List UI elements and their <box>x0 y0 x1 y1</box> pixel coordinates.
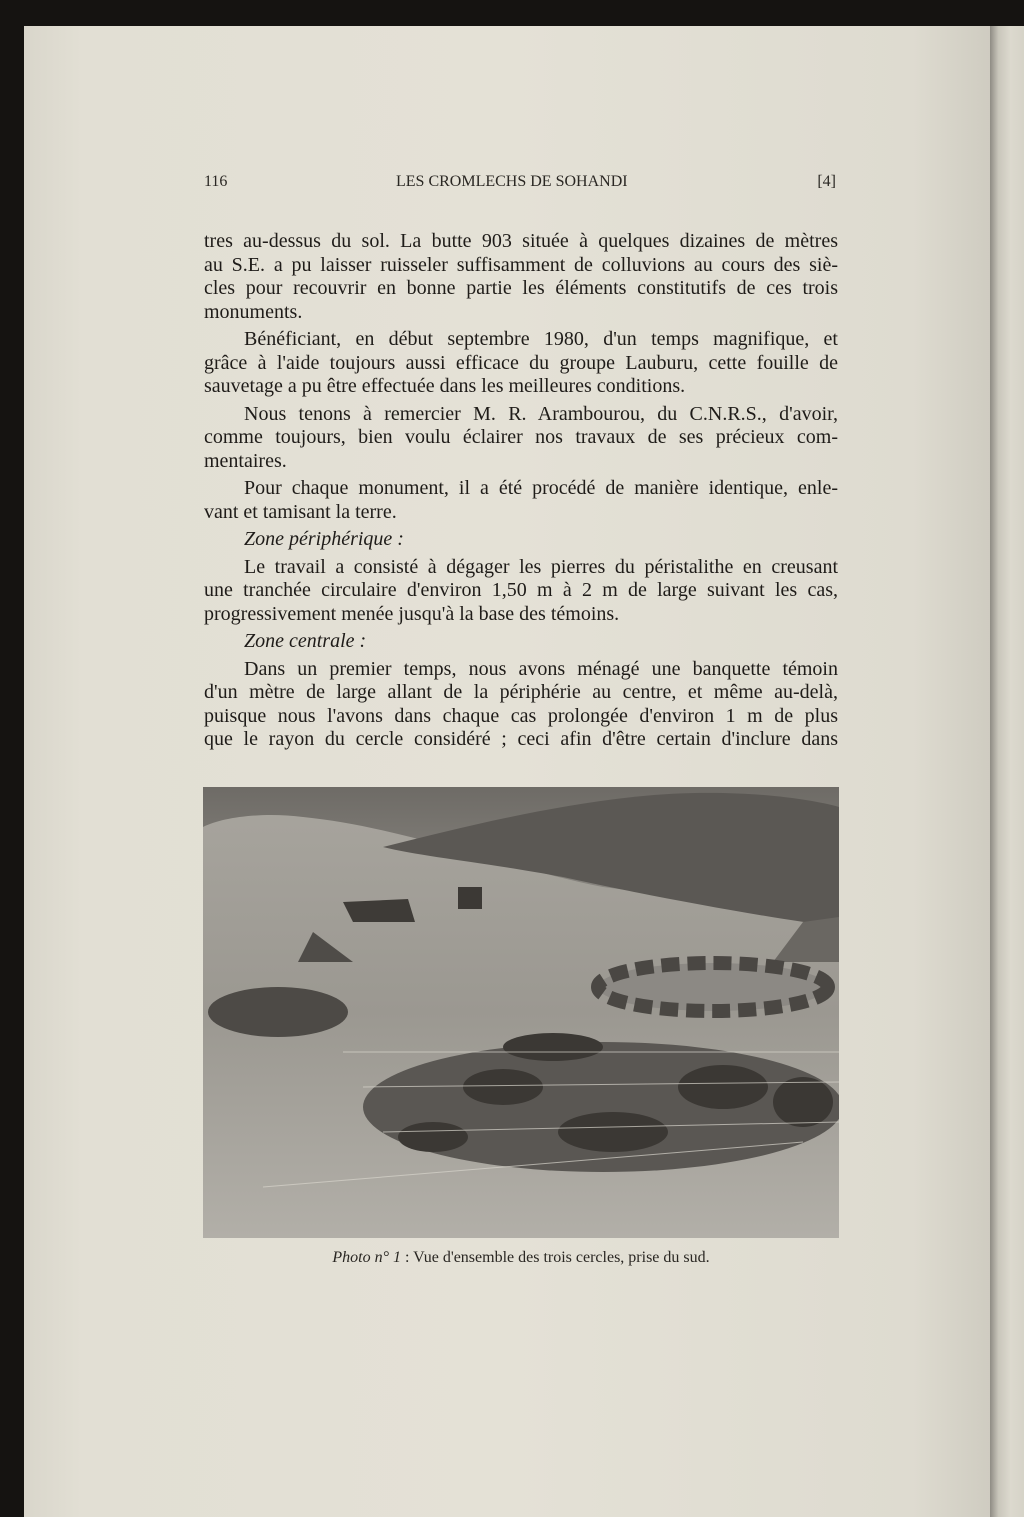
text-line: puisque nous l'avons dans chaque cas prolongée d'environ 1 m de plus <box>204 704 838 727</box>
text-line: d'un mètre de large allant de la périphérie au centre, et même au-delà, <box>204 681 838 703</box>
text-line: sauvetage a pu être effectuée dans les meilleures conditions. <box>204 375 686 397</box>
section-ref: [4] <box>817 173 836 190</box>
text-line: grâce à l'aide toujours aussi efficace du groupe Lauburu, cette fouille de <box>204 351 838 374</box>
page-number: 116 <box>204 173 228 190</box>
section-heading: Zone centrale : <box>244 630 367 652</box>
running-title: LES CROMLECHS DE SOHANDI <box>396 173 628 190</box>
photo-caption <box>204 1249 838 1267</box>
text-line: progressivement menée jusqu'à la base des témoins. <box>204 602 620 625</box>
text-line: au S.E. a pu laisser ruisseler suffisamment de colluvions au cours des siè- <box>204 253 838 276</box>
running-header <box>204 173 836 197</box>
text-line: Le travail a consisté à dégager les pierres du péristalithe en creusant <box>244 555 838 578</box>
body-text <box>204 230 838 752</box>
section-heading: Zone périphérique : <box>244 528 404 550</box>
text-line: monuments. <box>204 300 303 323</box>
caption-text: : Vue d'ensemble des trois cercles, prise du sud. <box>400 1249 710 1266</box>
text-line: Bénéficiant, en début septembre 1980, d'un temps magnifique, et <box>244 328 838 350</box>
text-line: tres au-dessus du sol. La butte 903 située à quelques dizaines de mètres <box>204 230 838 252</box>
text-line: Pour chaque monument, il a été procédé de manière identique, enle- <box>244 477 838 499</box>
next-page-edge <box>990 26 1024 1517</box>
text-line: Dans un premier temps, nous avons ménagé une banquette témoin <box>244 657 838 680</box>
text-line: Nous tenons à remercier M. R. Arambourou, du C.N.R.S., d'avoir, <box>244 402 838 425</box>
text-line: cles pour recouvrir en bonne partie les éléments constitutifs de ces trois <box>204 277 838 299</box>
photo-excavation-site <box>203 787 839 1238</box>
caption-label: Photo n° 1 <box>332 1249 401 1266</box>
text-line: que le rayon du cercle considéré ; ceci afin d'être certain d'inclure dans <box>204 728 838 750</box>
text-line: vant et tamisant la terre. <box>204 500 397 523</box>
text-line: une tranchée circulaire d'environ 1,50 m à 2 m de large suivant les cas, <box>204 579 838 601</box>
text-line: mentaires. <box>204 449 287 472</box>
text-line: comme toujours, bien voulu éclairer nos travaux de ses précieux com- <box>204 426 838 448</box>
